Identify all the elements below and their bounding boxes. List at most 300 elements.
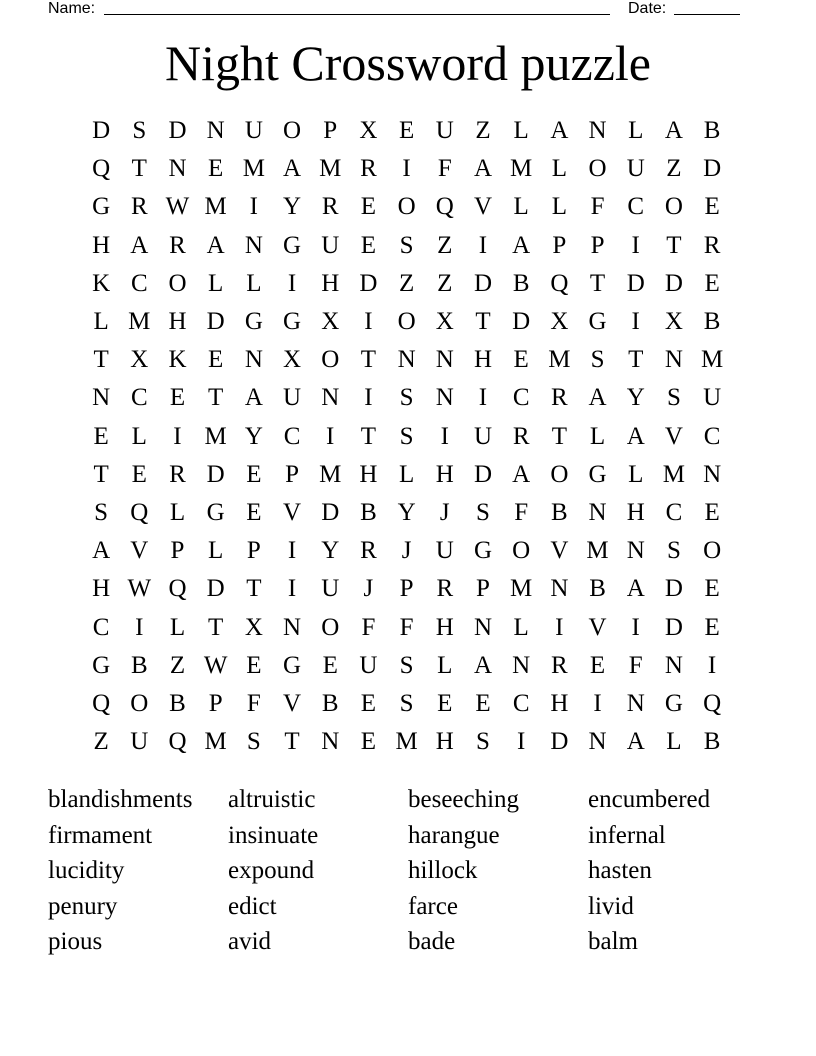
grid-letter: E (322, 651, 338, 679)
grid-letter: U (435, 537, 454, 565)
grid-letter: L (208, 269, 224, 297)
grid-letter: M (128, 308, 151, 336)
grid-letter: L (513, 613, 529, 641)
date-label: Date: (628, 0, 667, 17)
grid-letter: B (703, 308, 721, 336)
grid-letter: I (364, 384, 373, 412)
grid-letter: A (283, 155, 302, 183)
grid-letter: N (664, 346, 683, 374)
word-list-item: penury (48, 892, 118, 920)
grid-letter: R (169, 231, 186, 259)
grid-letter: H (321, 269, 340, 297)
word-list-item: pious (48, 928, 103, 956)
grid-letter: C (512, 689, 530, 717)
grid-letter: D (703, 155, 722, 183)
grid-letter: N (397, 346, 416, 374)
grid-letter: E (360, 193, 377, 221)
grid-letter: S (246, 728, 261, 756)
grid-letter: S (666, 384, 681, 412)
word-list-item: avid (228, 928, 272, 956)
grid-letter: R (360, 155, 377, 183)
grid-letter: A (473, 155, 492, 183)
grid-letter: V (588, 613, 607, 641)
grid-letter: E (589, 651, 606, 679)
grid-letter: M (319, 460, 342, 488)
grid-letter: X (664, 308, 683, 336)
grid-letter: A (550, 117, 569, 145)
grid-letter: I (287, 269, 297, 297)
grid-letter: U (473, 422, 492, 450)
grid-letter: Q (92, 689, 111, 717)
grid-letter: I (287, 537, 297, 565)
grid-letter: S (399, 689, 414, 717)
grid-letter: N (473, 613, 492, 641)
grid-letter: Z (437, 269, 453, 297)
grid-letter: O (397, 193, 416, 221)
word-list-item: firmament (48, 821, 153, 849)
grid-letter: I (249, 193, 258, 221)
grid-letter: E (704, 498, 720, 526)
grid-letter: R (436, 575, 454, 603)
grid-letter: E (475, 689, 491, 717)
grid-letter: S (399, 651, 414, 679)
grid-letter: D (321, 498, 340, 526)
grid-letter: D (473, 269, 492, 297)
grid-letter: H (435, 460, 454, 488)
grid-letter: V (283, 498, 302, 526)
grid-letter: M (395, 728, 418, 756)
grid-letter: T (628, 346, 644, 374)
grid-letter: B (551, 498, 568, 526)
grid-letter: U (703, 384, 722, 412)
grid-letter: W (203, 651, 228, 679)
grid-letter: D (206, 460, 225, 488)
grid-letter: I (555, 613, 564, 641)
name-label: Name: (48, 0, 96, 17)
grid-letter: M (548, 346, 571, 374)
grid-letter: O (512, 537, 531, 565)
grid-letter: Q (168, 728, 187, 756)
grid-letter: T (589, 269, 606, 297)
grid-letter: B (512, 269, 530, 297)
grid-letter: A (626, 575, 645, 603)
grid-letter: N (168, 155, 187, 183)
grid-letter: L (513, 117, 529, 145)
grid-letter: E (704, 193, 720, 221)
grid-letter: B (589, 575, 606, 603)
grid-letter: O (397, 308, 416, 336)
grid-letter: Z (666, 155, 682, 183)
grid-letter: W (165, 193, 190, 221)
grid-letter: P (590, 231, 605, 259)
grid-letter: A (206, 231, 225, 259)
grid-letter: I (707, 651, 717, 679)
word-list-item: expound (228, 857, 315, 885)
grid-letter: Z (398, 269, 415, 297)
grid-letter: A (588, 384, 607, 412)
grid-letter: A (92, 537, 111, 565)
grid-letter: G (664, 689, 683, 717)
grid-letter: R (130, 193, 148, 221)
grid-letter: V (550, 537, 569, 565)
grid-letter: H (550, 689, 569, 717)
grid-letter: I (631, 308, 640, 336)
grid-letter: T (131, 155, 147, 183)
grid-letter: M (204, 193, 227, 221)
grid-letter: M (662, 460, 686, 488)
grid-letter: J (401, 537, 412, 565)
word-list (48, 782, 768, 960)
grid-letter: G (92, 193, 111, 221)
grid-letter: B (130, 651, 148, 679)
grid-letter: Q (703, 689, 722, 717)
grid-letter: Y (244, 422, 263, 450)
grid-letter: N (244, 346, 263, 374)
grid-letter: G (283, 231, 302, 259)
grid-letter: O (664, 193, 683, 221)
word-list-item: encumbered (588, 786, 711, 813)
grid-letter: F (246, 689, 261, 717)
grid-letter: G (283, 308, 302, 336)
grid-letter: F (437, 155, 452, 183)
grid-letter: E (360, 689, 377, 717)
grid-letter: H (359, 460, 378, 488)
grid-letter: O (321, 613, 340, 641)
grid-letter: T (246, 575, 262, 603)
grid-letter: Q (130, 498, 149, 526)
grid-letter: T (208, 384, 224, 412)
grid-letter: B (321, 689, 339, 717)
grid-letter: E (360, 728, 377, 756)
grid-letter: F (361, 613, 376, 641)
grid-letter: N (703, 460, 722, 488)
grid-letter: R (512, 422, 530, 450)
grid-letter: V (283, 689, 302, 717)
grid-letter: S (666, 537, 681, 565)
grid-letter: M (242, 155, 265, 183)
grid-letter: R (703, 231, 721, 259)
name-blank-line (104, 14, 610, 15)
word-list-item: livid (588, 892, 634, 920)
grid-letter: Y (283, 193, 302, 221)
grid-letter: J (363, 575, 374, 603)
grid-letter: S (399, 384, 414, 412)
word-list-item: lucidity (48, 857, 125, 885)
grid-letter: U (626, 155, 645, 183)
grid-letter: N (626, 689, 645, 717)
grid-letter: O (283, 117, 302, 145)
word-list-item: edict (228, 892, 277, 920)
grid-letter: E (169, 384, 186, 412)
grid-letter: H (435, 728, 454, 756)
grid-letter: U (321, 575, 340, 603)
grid-letter: E (131, 460, 147, 488)
word-list-item: balm (588, 928, 638, 956)
grid-letter: C (92, 613, 110, 641)
grid-letter: D (206, 308, 225, 336)
grid-letter: S (590, 346, 605, 374)
grid-letter: E (93, 422, 109, 450)
grid-letter: M (586, 537, 609, 565)
grid-letter: E (704, 269, 720, 297)
grid-letter: V (473, 193, 492, 221)
grid-letter: L (246, 269, 262, 297)
grid-letter: I (631, 231, 640, 259)
grid-letter: A (626, 422, 645, 450)
grid-letter: X (550, 308, 569, 336)
grid-letter: E (246, 651, 262, 679)
grid-letter: I (440, 422, 449, 450)
grid-letter: T (475, 308, 491, 336)
grid-letter: O (130, 689, 149, 717)
grid-letter: R (321, 193, 339, 221)
grid-letter: E (704, 613, 720, 641)
grid-letter: U (435, 117, 454, 145)
grid-letter: I (287, 575, 297, 603)
grid-letter: L (628, 460, 644, 488)
grid-letter: U (283, 384, 302, 412)
grid-letter: H (626, 498, 645, 526)
grid-letter: N (283, 613, 302, 641)
grid-letter: E (246, 498, 262, 526)
grid-letter: E (437, 689, 453, 717)
grid-letter: T (208, 613, 224, 641)
grid-letter: L (169, 613, 186, 641)
grid-letter: U (244, 117, 263, 145)
grid-letter: F (628, 651, 643, 679)
grid-letter: P (476, 575, 490, 603)
grid-letter: R (551, 384, 568, 412)
grid-letter: I (135, 613, 144, 641)
grid-letter: S (476, 498, 490, 526)
grid-letter: X (435, 308, 454, 336)
grid-letter: F (514, 498, 529, 526)
word-list-item: hillock (408, 857, 478, 885)
grid-letter: I (593, 689, 602, 717)
grid-letter: N (435, 346, 454, 374)
grid-letter: L (398, 460, 415, 488)
grid-letter: Y (321, 537, 340, 565)
grid-letter: P (399, 575, 414, 603)
grid-letter: I (516, 728, 526, 756)
grid-letter: O (588, 155, 607, 183)
grid-letter: N (626, 537, 645, 565)
grid-letter: L (666, 728, 682, 756)
word-list-item: beseeching (408, 786, 520, 813)
grid-letter: D (168, 117, 187, 145)
grid-letter: P (552, 231, 567, 259)
grid-letter: P (170, 537, 185, 565)
grid-letter: Z (93, 728, 109, 756)
grid-letter: H (435, 613, 454, 641)
grid-letter: E (704, 575, 720, 603)
date-blank-line (674, 14, 740, 15)
grid-letter: Z (169, 651, 186, 679)
grid-letter: J (439, 498, 450, 526)
grid-letter: P (285, 460, 299, 488)
grid-letter: D (626, 269, 645, 297)
grid-letter: D (664, 269, 683, 297)
grid-letter: A (473, 651, 492, 679)
grid-letter: X (244, 613, 263, 641)
grid-letter: L (437, 651, 453, 679)
grid-letter: N (588, 117, 607, 145)
grid-letter: D (664, 613, 683, 641)
grid-letter: O (550, 460, 569, 488)
grid-letter: N (321, 728, 340, 756)
grid-letter: O (321, 346, 340, 374)
grid-letter: L (131, 422, 147, 450)
word-list-item: infernal (588, 821, 666, 849)
grid-letter: S (399, 422, 414, 450)
grid-letter: N (550, 575, 569, 603)
grid-letter: P (246, 537, 261, 565)
grid-letter: C (627, 193, 645, 221)
grid-letter: X (321, 308, 340, 336)
grid-letter: M (319, 155, 342, 183)
grid-letter: I (478, 384, 488, 412)
grid-letter: K (168, 346, 187, 374)
grid-letter: G (283, 651, 302, 679)
grid-letter: T (551, 422, 567, 450)
grid-letter: R (551, 651, 568, 679)
grid-letter: C (512, 384, 530, 412)
grid-letter: U (359, 651, 378, 679)
grid-letter: E (246, 460, 262, 488)
grid-letter: C (283, 422, 301, 450)
grid-letter: G (588, 460, 607, 488)
grid-letter: T (360, 346, 377, 374)
grid-letter: R (360, 537, 377, 565)
grid-letter: H (473, 346, 492, 374)
grid-letter: A (626, 728, 645, 756)
grid-letter: L (513, 193, 529, 221)
grid-letter: Q (168, 575, 187, 603)
grid-letter: D (512, 308, 531, 336)
grid-letter: Q (550, 269, 569, 297)
grid-letter: E (360, 231, 377, 259)
grid-letter: L (628, 117, 644, 145)
grid-letter: N (435, 384, 454, 412)
grid-letter: A (512, 460, 531, 488)
grid-letter: E (513, 346, 529, 374)
grid-letter: C (130, 384, 148, 412)
grid-letter: T (360, 422, 377, 450)
grid-letter: C (703, 422, 721, 450)
grid-letter: P (323, 117, 338, 145)
grid-letter: X (359, 117, 378, 145)
grid-letter: B (360, 498, 377, 526)
grid-letter: I (402, 155, 411, 183)
grid-letter: X (283, 346, 302, 374)
grid-letter: D (92, 117, 111, 145)
grid-letter: G (206, 498, 225, 526)
grid-letter: N (244, 231, 263, 259)
grid-letter: B (703, 728, 721, 756)
grid-letter: D (359, 269, 378, 297)
grid-letter: L (589, 422, 606, 450)
grid-letter: M (700, 346, 724, 374)
grid-letter: F (399, 613, 414, 641)
grid-letter: U (130, 728, 149, 756)
grid-letter: N (92, 384, 111, 412)
name-date-line (48, 0, 748, 18)
word-list-item: altruistic (228, 786, 316, 813)
grid-letter: Q (435, 193, 454, 221)
grid-letter: D (550, 728, 569, 756)
grid-letter: O (703, 537, 722, 565)
grid-letter: N (588, 498, 607, 526)
grid-letter: W (127, 575, 152, 603)
grid-letter: C (665, 498, 683, 526)
grid-letter: D (473, 460, 492, 488)
grid-letter: T (93, 346, 109, 374)
grid-letter: D (664, 575, 683, 603)
grid-letter: L (551, 155, 567, 183)
grid-letter: H (92, 575, 111, 603)
page-title: Night Crossword puzzle (164, 35, 652, 91)
grid-letter: A (130, 231, 149, 259)
word-list-item: insinuate (228, 821, 319, 849)
grid-letter: A (512, 231, 531, 259)
grid-letter: N (206, 117, 225, 145)
grid-letter: F (590, 193, 605, 221)
grid-letter: E (208, 155, 224, 183)
grid-letter: E (208, 346, 224, 374)
grid-letter: Q (92, 155, 111, 183)
grid-letter: Y (626, 384, 645, 412)
grid-letter: T (93, 460, 109, 488)
word-list-item: farce (408, 892, 458, 920)
grid-letter: K (92, 269, 111, 297)
grid-letter: A (664, 117, 683, 145)
grid-letter: D (206, 575, 225, 603)
grid-letter: C (130, 269, 148, 297)
grid-letter: O (168, 269, 187, 297)
word-list-item: harangue (408, 821, 500, 849)
grid-letter: N (664, 651, 683, 679)
grid-letter: G (473, 537, 492, 565)
grid-letter: S (399, 231, 414, 259)
grid-letter: V (130, 537, 149, 565)
grid-letter: I (326, 422, 335, 450)
grid-letter: T (284, 728, 300, 756)
grid-letter: L (208, 537, 224, 565)
grid-letter: V (664, 422, 683, 450)
grid-letter: H (168, 308, 187, 336)
grid-letter: M (204, 422, 227, 450)
grid-letter: X (130, 346, 149, 374)
grid-letter: Z (475, 117, 491, 145)
grid-letter: L (169, 498, 186, 526)
grid-letter: L (551, 193, 567, 221)
word-list-item: hasten (588, 857, 652, 885)
letter-grid (82, 112, 732, 761)
word-list-item: blandishments (48, 786, 193, 813)
grid-letter: I (631, 613, 640, 641)
grid-letter: G (244, 308, 263, 336)
grid-letter: S (476, 728, 490, 756)
grid-letter: N (588, 728, 607, 756)
grid-letter: M (510, 155, 533, 183)
grid-letter: I (364, 308, 373, 336)
grid-letter: R (169, 460, 186, 488)
grid-letter: S (94, 498, 109, 526)
grid-letter: M (510, 575, 533, 603)
grid-letter: U (321, 231, 340, 259)
grid-letter: B (703, 117, 721, 145)
grid-letter: I (478, 231, 488, 259)
